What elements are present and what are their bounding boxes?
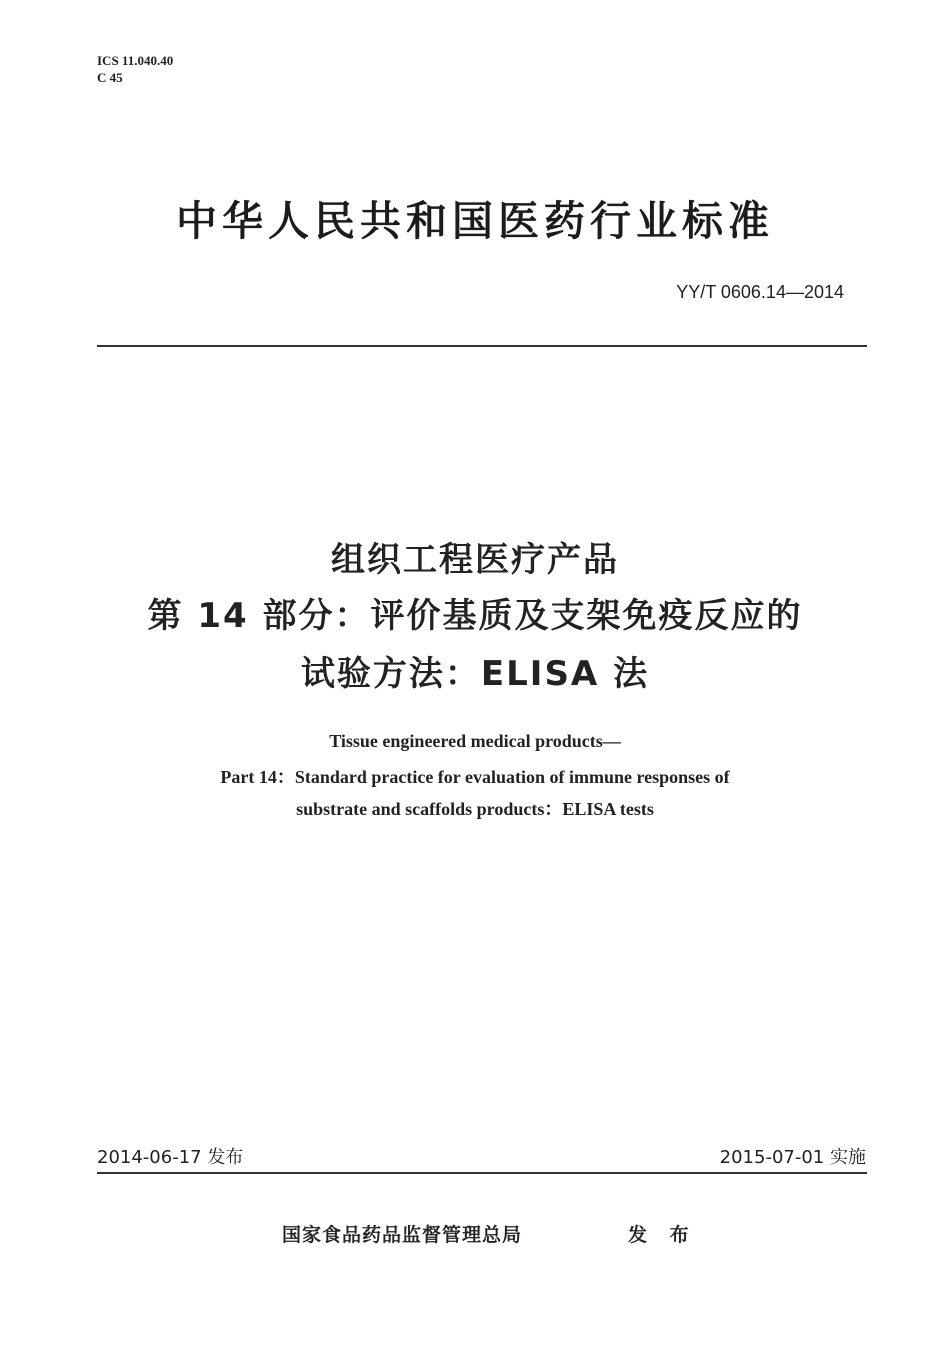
bottom-divider <box>97 1172 867 1174</box>
en-title-line-3: substrate and scaffolds products：ELISA tests <box>296 799 654 819</box>
en-title-line-2: Part 14：Standard practice for evaluation of immune responses of <box>220 767 730 787</box>
en-title-line-1: Tissue engineered medical products— <box>329 731 621 751</box>
implementation-date: 2015-07-01 实施 <box>719 1147 866 1168</box>
classification-block <box>97 52 173 86</box>
cn-title-line-1: 组织工程医疗产品 <box>331 540 619 580</box>
issue-label: 发 布 <box>628 1224 697 1246</box>
ics-code: ICS 11.040.40 <box>97 53 174 68</box>
cn-title-line-3: 试验方法：ELISA 法 <box>300 654 650 694</box>
standard-number: YY/T 0606.14—2014 <box>676 282 844 302</box>
cn-title-line-2: 第 14 部分：评价基质及支架免疫反应的 <box>147 596 803 636</box>
issuing-authority: 国家食品药品监督管理总局 <box>282 1224 523 1246</box>
top-divider <box>97 345 867 347</box>
issue-date: 2014-06-17 发布 <box>97 1147 244 1168</box>
ccs-code: C 45 <box>97 70 123 85</box>
standard-category-title: 中华人民共和国医药行业标准 <box>176 197 774 245</box>
